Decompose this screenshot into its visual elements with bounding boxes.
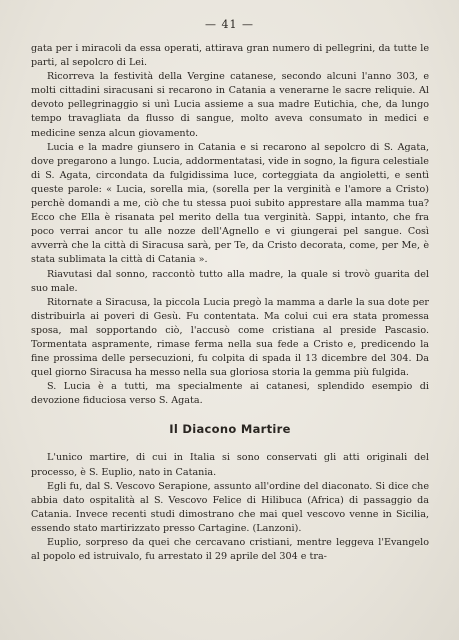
paragraph: Ritornate a Siracusa, la piccola Lucia pregò la mamma a darle la sua dote per distribuirla ai poveri di Gesù. Fu contentata. Ma colui cui era stata promessa sposa, mal sopportando ciò, l'accusò come cristiana al preside Pascasio. Tormentata aspramente, rimase ferma nella sua fede a Cristo e, predicendo la fine prossima delle persecuzioni, fu colpita di spada il 13 dicembre del 304. Da quel giorno Siracusa ha messo nella sua gloriosa storia la gemma più fulgida. (31, 296, 429, 379)
paragraph: S. Lucia è a tutti, ma specialmente ai catanesi, splendido esempio di devozione fiduciosa verso S. Agata. (31, 381, 429, 407)
paragraph: Egli fu, dal S. Vescovo Serapione, assunto all'ordine del diaconato. Si dice che abbia dato ospitalità al S. Vescovo Felice di Hilibuca (Africa) di passaggio da Catania. Invece recenti studi dimostrano che mai quel vescovo venne in Sicilia, essendo stato martirizzato presso Cartagine. (Lanzoni). (31, 480, 429, 534)
section-heading: Il Diacono Martire (169, 422, 291, 437)
body-text (31, 42, 429, 564)
page-number: — 41 — (205, 18, 254, 31)
paragraph: gata per i miracoli da essa operati, attirava gran numero di pellegrini, da tutte le parti, al sepolcro di Lei. (31, 43, 429, 69)
paragraph: Ricorreva la festività della Vergine catanese, secondo alcuni l'anno 303, e molti cittadini siracusani si recarono in Catania a venerarne le sacre reliquie. Al devoto pellegrinaggio si unì Lucia assieme a sua madre Eutichia, che, da lungo tempo travagliata da flusso di sangue, molto aveva consumato in medici e medicine senza alcun giovamento. (31, 71, 429, 139)
paragraph: Riavutasi dal sonno, raccontò tutto alla madre, la quale si trovò guarita del suo male. (31, 268, 429, 294)
paragraph: L'unico martire, di cui in Italia si sono conservati gli atti originali del processo, è S. Euplio, nato in Catania. (31, 452, 429, 478)
paragraph: Euplio, sorpreso da quei che cercavano cristiani, mentre leggeva l'Evangelo al popolo ed istruivalo, fu arrestato il 29 aprile del 304 e tra- (31, 537, 429, 563)
paragraph: Lucia e la madre giunsero in Catania e si recarono al sepolcro di S. Agata, dove pregarono a lungo. Lucia, addormentatasi, vide in sogno, la figura celestiale di S. Agata, circondata da fulgidissima luce, corteggiata da angioletti, e sentì queste parole: « Lucia, sorella mia, (sorella per la verginità e l'amore a Cristo) perchè domandi a me, ciò che tu stessa puoi subito apprestare alla mamma tua? Ecco che Ella è risanata pel merito della tua verginità. Sappi, intanto, che fra poco verrai ancor tu alle nozze dell'Agnello e vi giungerai pel sangue. Così avverrà che la città di Siracusa sarà, per Te, da Cristo decorata, come, per Me, è stata sublimata la città di Catania ». (31, 141, 429, 266)
